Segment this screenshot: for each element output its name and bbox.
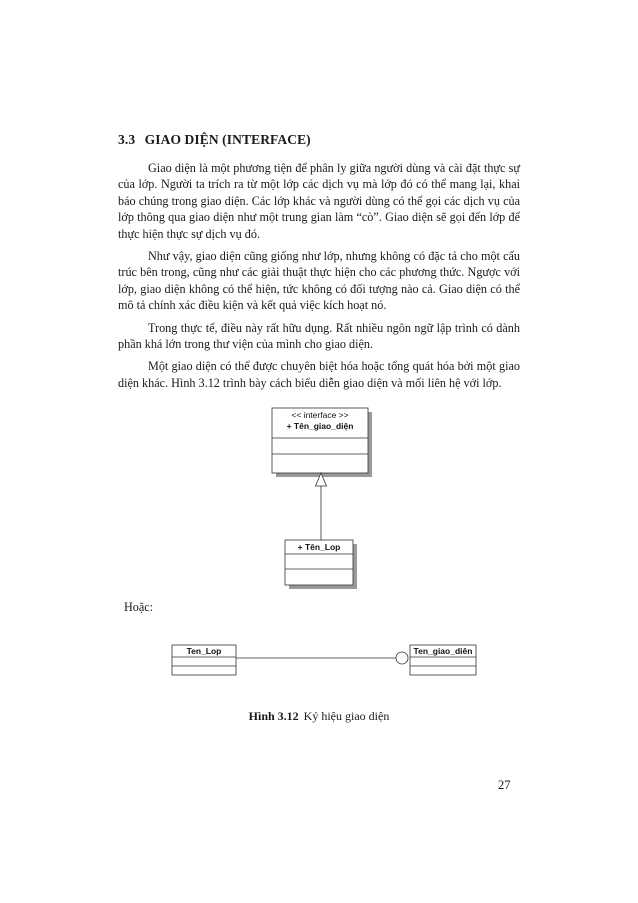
- interface-name-compact: Ten_giao_diên: [413, 646, 473, 656]
- interface-lollipop-connector: [236, 652, 408, 664]
- class-box: [285, 540, 357, 589]
- paragraph-4: Một giao diện có thể được chuyên biệt hóa hoặc tổng quát hóa bởi một giao diện khác. Hình 3.12 trình bày cách biểu diễn giao diện và mối liên hệ với lớp.: [118, 359, 520, 390]
- page-number: 27: [498, 778, 511, 792]
- figure-caption: [0, 709, 638, 724]
- paragraph-3: Trong thực tế, điều này rất hữu dụng. Rất nhiều ngôn ngữ lập trình có dành phần khá lớn trong thư viện của mình cho giao diện.: [118, 320, 520, 352]
- interface-box: [272, 408, 372, 477]
- realization-arrow: [316, 473, 327, 540]
- interface-stereotype: << interface >>: [291, 410, 349, 420]
- class-box-compact: [172, 645, 236, 675]
- section-title: GIAO DIỆN (INTERFACE): [144, 132, 311, 147]
- class-name-compact: Ten_Lop: [186, 646, 222, 656]
- caption-label: Hình 3.12: [248, 709, 299, 723]
- section-number: 3.3: [118, 132, 136, 147]
- interface-name: + Tên_giao_diện: [286, 421, 354, 431]
- or-label: Hoặc:: [124, 600, 154, 614]
- paragraph-1: Giao diện là một phương tiện để phân ly giữa người dùng và cài đặt thực sự của lớp. Người ta trích ra từ một lớp các dịch vụ mà lớp đó có thể mang lại, khai báo chúng trong giao diện. Các lớp khác và người dùng có thể gọi các dịch vụ của lớp thông qua giao diện như một trung gian làm “cò”. Giao diện sẽ gọi đến lớp để thực hiện thực sự dịch vụ đó.: [118, 161, 520, 241]
- class-name: + Tên_Lop: [297, 542, 341, 552]
- caption-text: Ký hiệu giao diện: [303, 709, 390, 723]
- paragraph-2: Như vậy, giao diện cũng giống như lớp, nhưng không có đặc tả cho một cấu trúc bên trong, cũng như các giải thuật thực hiện cho các phương thức. Ngược với lớp, giao diện không có thể hiện, tức không có đối tượng nào cả. Giao diện có thể mô tả chính xác điều kiện và kết quả việc kích hoạt nó.: [118, 249, 520, 313]
- interface-box-compact: [410, 645, 476, 675]
